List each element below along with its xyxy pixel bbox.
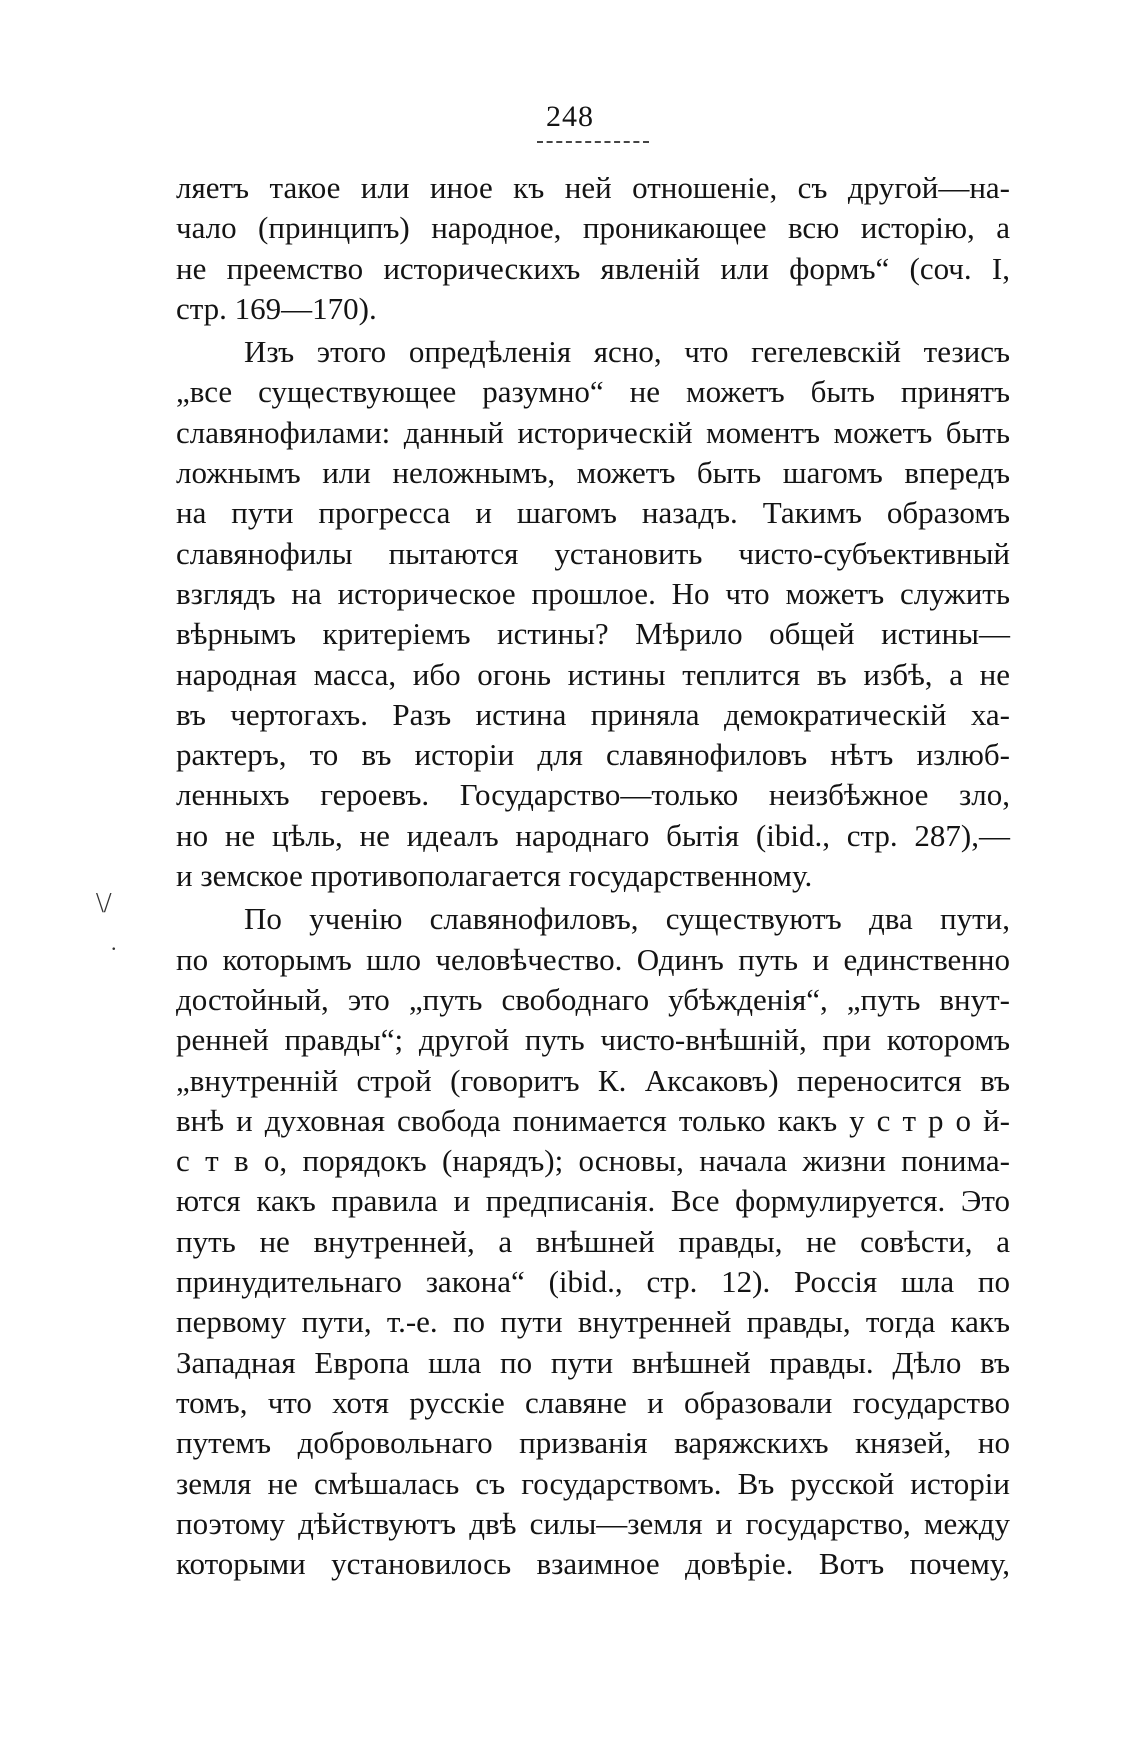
text-line: но не цѣль, не идеалъ народнаго бытія (ibid., стр. 287),— [176, 817, 1010, 853]
text-line: Изъ этого опредѣленія ясно, что гегелевскій тезисъ [244, 334, 1010, 370]
page-number-rule [537, 141, 649, 143]
text-line: славянофилы пытаются установить чисто-субъективный [176, 535, 1010, 571]
text-line: первому пути, т.-е. по пути внутренней правды, тогда какъ [176, 1304, 1010, 1340]
text-line: стр. 169—170). [176, 290, 377, 326]
text-line: „внутренній строй (говоритъ К. Аксаковъ) переносится въ [176, 1062, 1010, 1098]
text-line: земля не смѣшалась съ государствомъ. Въ русской исторіи [176, 1465, 1010, 1501]
text-line: томъ, что хотя русскіе славяне и образовали государство [176, 1384, 1010, 1420]
text-line: вѣрнымъ критеріемъ истины? Мѣрило общей истины— [176, 616, 1010, 652]
text-line: По ученію славянофиловъ, существуютъ два пути, [244, 901, 1010, 937]
text-line: принудительнаго закона“ (ibid., стр. 12). Россія шла по [176, 1264, 1010, 1300]
text-line: славянофилами: данный историческій моментъ можетъ быть [176, 414, 1010, 450]
paragraph-3 [176, 899, 1010, 1584]
text-line: внѣ и духовная свобода понимается только какъ у с т р о й- [176, 1102, 1010, 1138]
text-line: „все существующее разумно“ не можетъ быть принятъ [176, 374, 1010, 410]
text-line: и земское противополагается государственному. [176, 858, 813, 894]
text-line: чало (принципъ) народное, проникающее всю исторію, а [176, 210, 1010, 246]
text-line: ляетъ такое или иное къ ней отношеніе, съ другой—на- [176, 170, 1010, 205]
text-line: ленныхъ героевъ. Государство—только неизбѣжное зло, [176, 777, 1010, 813]
text-line: путемъ добровольнаго призванія варяжскихъ князей, но [176, 1425, 1010, 1461]
text-line: Западная Европа шла по пути внѣшней правды. Дѣло въ [176, 1344, 1010, 1380]
text-line: путь не внутренней, а внѣшней правды, не совѣсти, а [176, 1223, 1010, 1259]
paragraph-2 [176, 332, 1010, 896]
margin-dot-mark: . [111, 930, 117, 955]
page-number: 248 [546, 100, 594, 133]
text-line: достойный, это „путь свободнаго убѣжденія“, „путь внут- [176, 981, 1010, 1017]
text-line: народная масса, ибо огонь истины теплится въ избѣ, а не [176, 656, 1010, 692]
paragraph-1 [176, 168, 1010, 329]
text-line: ложнымъ или неложнымъ, можетъ быть шагомъ впередъ [176, 455, 1010, 491]
text-line: взглядъ на историческое прошлое. Но что можетъ служить [176, 575, 1010, 611]
text-line: с т в о, порядокъ (нарядъ); основы, начала жизни понима- [176, 1143, 1010, 1179]
margin-check-mark: \/ [96, 888, 112, 919]
text-line: по которымъ шло человѣчество. Одинъ путь и единственно [176, 941, 1010, 977]
text-line: не преемство историческихъ явленій или формъ“ (соч. I, [176, 250, 1010, 286]
body-text [176, 168, 1010, 1584]
text-line: поэтому дѣйствуютъ двѣ силы—земля и государство, между [176, 1505, 1010, 1541]
text-line: ются какъ правила и предписанія. Все формулируется. Это [176, 1183, 1010, 1219]
text-line: ренней правды“; другой путь чисто-внѣшній, при которомъ [176, 1022, 1010, 1058]
text-line: въ чертогахъ. Разъ истина приняла демократическій ха- [176, 696, 1010, 732]
text-line: рактеръ, то въ исторіи для славянофиловъ нѣтъ излюб- [176, 737, 1010, 773]
text-line: которыми установилось взаимное довѣріе. Вотъ почему, [176, 1546, 1010, 1582]
text-line: на пути прогресса и шагомъ назадъ. Такимъ образомъ [176, 495, 1010, 531]
